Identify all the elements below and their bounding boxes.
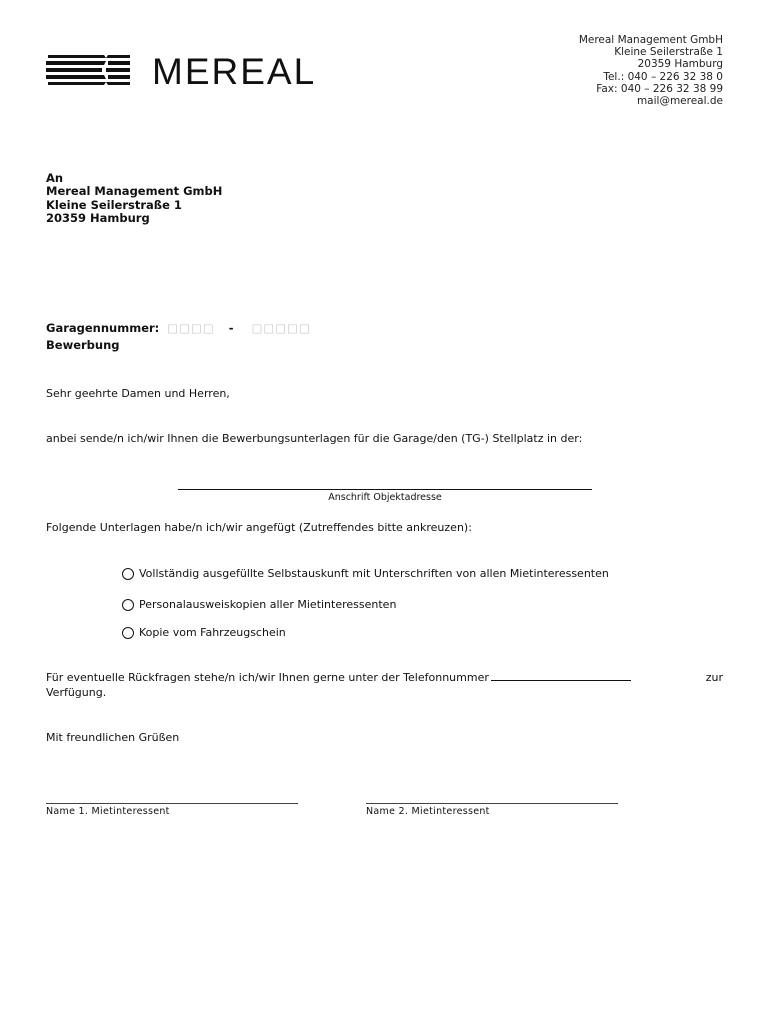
callback-zur: zur [705,671,723,684]
checkbox-row-selbstauskunft[interactable] [122,563,609,582]
checkbox-label: Vollständig ausgefüllte Selbstauskunft mit Unterschriften von allen Mietinteressenten [139,567,609,580]
subject-line: Bewerbung [46,338,120,352]
garage-number-field-left[interactable]: □□□□ [167,321,215,335]
mereal-logo-icon [46,53,130,87]
garage-number-row [46,321,311,335]
intro-text: anbei sende/n ich/wir Ihnen die Bewerbungsunterlagen für die Garage/den (TG-) Stellplatz in der: [46,432,583,445]
radio-circle-icon[interactable] [122,627,134,639]
recipient-street: Kleine Seilerstraße 1 [46,197,182,212]
radio-circle-icon[interactable] [122,568,134,580]
salutation: Sehr geehrte Damen und Herren, [46,387,230,400]
company-wordmark: MEREAL [152,51,317,92]
checkbox-label: Kopie vom Fahrzeugschein [139,626,286,639]
checkbox-row-ausweis[interactable] [122,594,396,613]
garage-number-field-right[interactable]: □□□□□ [251,321,311,335]
signature-line-2[interactable] [366,803,618,804]
radio-circle-icon[interactable] [122,599,134,611]
sender-phone: Tel.: 040 – 226 32 38 0 [603,70,723,83]
recipient-city: 20359 Hamburg [46,210,150,225]
attachments-intro: Folgende Unterlagen habe/n ich/wir angefügt (Zutreffendes bitte ankreuzen): [46,521,472,534]
address-input-line[interactable] [178,489,592,490]
checkbox-label: Personalausweiskopien aller Mietinteressenten [139,598,397,611]
recipient-an: An [46,171,64,185]
recipient-company: Mereal Management GmbH [46,184,223,199]
callback-verfuegung: Verfügung. [46,686,107,699]
recipient-address [46,172,222,225]
sender-fax: Fax: 040 – 226 32 38 99 [596,82,723,95]
signature-label-1: Name 1. Mietinteressent [46,806,170,817]
address-label: Anschrift Objektadresse [328,492,442,503]
checkbox-row-fahrzeugschein[interactable] [122,622,286,641]
closing: Mit freundlichen Grüßen [46,731,180,744]
sender-company: Mereal Management GmbH [578,34,723,46]
phone-input-line[interactable] [491,670,631,681]
garage-number-label: Garagennummer: [46,321,160,335]
garage-number-separator: - [228,321,234,335]
callback-paragraph [46,670,723,700]
signature-line-1[interactable] [46,803,298,804]
sender-email: mail@mereal.de [636,95,723,108]
sender-street: Kleine Seilerstraße 1 [614,46,723,59]
sender-city: 20359 Hamburg [637,58,723,71]
callback-text: Für eventuelle Rückfragen stehe/n ich/wir Ihnen gerne unter der Telefonnummer [46,671,489,684]
sender-address [579,34,723,107]
signature-label-2: Name 2. Mietinteressent [366,806,490,817]
